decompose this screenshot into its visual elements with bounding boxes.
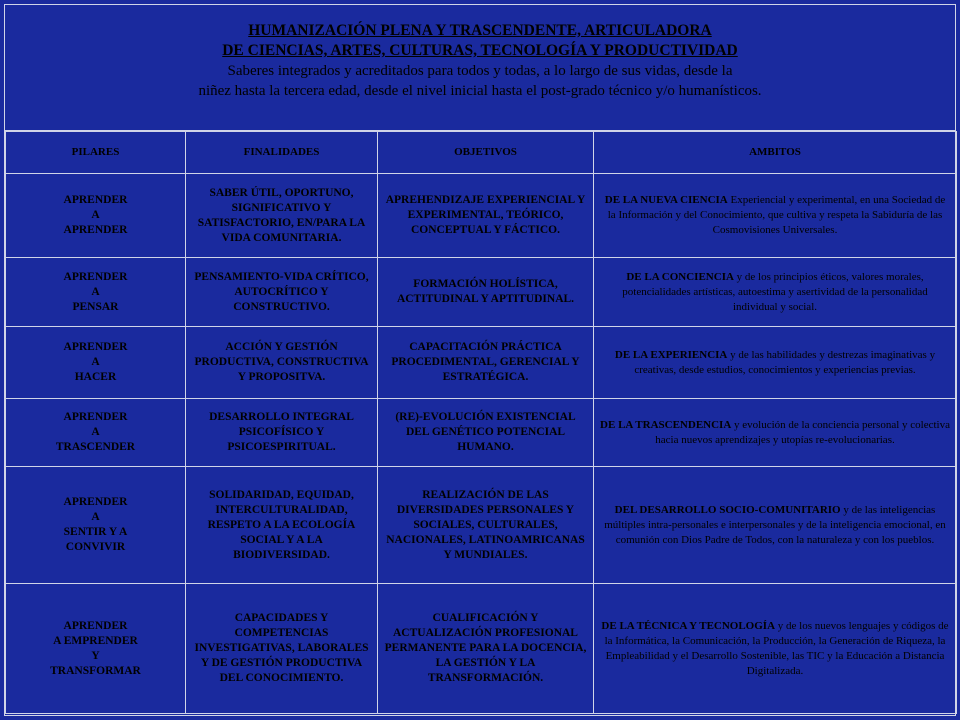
objetivo-cell: CAPACITACIÓN PRÁCTICA PROCEDIMENTAL, GERENCIAL Y ESTRATÉGICA. xyxy=(378,327,594,399)
title-line-2: DE CIENCIAS, ARTES, CULTURAS, TECNOLOGÍA Y PRODUCTIVIDAD xyxy=(222,42,738,59)
ambito-lead: DE LA EXPERIENCIA xyxy=(614,348,728,361)
ambito-cell xyxy=(594,399,957,467)
column-header-objetivos: OBJETIVOS xyxy=(378,132,594,174)
table-row xyxy=(6,174,957,258)
ambito-cell xyxy=(594,258,957,327)
finalidad-cell: PENSAMIENTO-VIDA CRÍTICO, AUTOCRÍTICO Y CONSTRUCTIVO. xyxy=(186,258,378,327)
ambito-cell xyxy=(594,327,957,399)
table-row xyxy=(6,258,957,327)
objetivo-cell: APREHENDIZAJE EXPERIENCIAL Y EXPERIMENTAL, TEÓRICO, CONCEPTUAL Y FÁCTICO. xyxy=(378,174,594,258)
table-row xyxy=(6,399,957,467)
ambito-text: y de las habilidades y destrezas imaginativas y creativas, desde estudios, conocimientos y experiencias previas. xyxy=(634,348,936,376)
header-block xyxy=(5,5,955,131)
table-row xyxy=(6,467,957,584)
ambito-lead: DE LA TRASCENDENCIA xyxy=(600,418,732,431)
ambito-lead: DE LA TÉCNICA Y TECNOLOGÍA xyxy=(601,619,776,632)
ambito-cell xyxy=(594,584,957,714)
objetivo-cell: FORMACIÓN HOLÍSTICA, ACTITUDINAL Y APTITUDINAL. xyxy=(378,258,594,327)
table-row xyxy=(6,584,957,714)
pilar-cell: APRENDER A HACER xyxy=(6,327,186,399)
objetivo-cell: REALIZACIÓN DE LAS DIVERSIDADES PERSONALES Y SOCIALES, CULTURALES, NACIONALES, LATINOAMRICANAS Y MUNDIALES. xyxy=(378,467,594,584)
ambito-lead: DE LA NUEVA CIENCIA xyxy=(604,194,728,206)
finalidad-cell: ACCIÓN Y GESTIÓN PRODUCTIVA, CONSTRUCTIVA Y PROPOSITVA. xyxy=(186,327,378,399)
ambito-lead: DEL DESARROLLO SOCIO-COMUNITARIO xyxy=(614,503,841,516)
pilar-cell: APRENDER A PENSAR xyxy=(6,258,186,327)
objetivo-cell: CUALIFICACIÓN Y ACTUALIZACIÓN PROFESIONAL PERMANENTE PARA LA DOCENCIA, LA GESTIÓN Y LA TRANSFORMACIÓN. xyxy=(378,584,594,714)
finalidad-cell: CAPACIDADES Y COMPETENCIAS INVESTIGATIVAS, LABORALES Y DE GESTIÓN PRODUCTIVA DEL CONOCIMIENTO. xyxy=(186,584,378,714)
finalidad-cell: SABER ÚTIL, OPORTUNO, SIGNIFICATIVO Y SATISFACTORIO, EN/PARA LA VIDA COMUNITARIA. xyxy=(186,174,378,258)
pilar-cell: APRENDER A APRENDER xyxy=(6,174,186,258)
ambito-text: y evolución de la conciencia personal y colectiva hacia nuevos aprendizajes y utopías re-evolucionarias. xyxy=(655,418,950,446)
table-row xyxy=(6,327,957,399)
ambito-text: Experiencial y experimental, en una Sociedad de la Información y del Conocimiento, que cultiva y respeta la Sabiduría de las Cosmovisiones Universales. xyxy=(607,194,946,236)
ambito-cell xyxy=(594,467,957,584)
pilar-cell: APRENDER A TRASCENDER xyxy=(6,399,186,467)
column-header-finalidades: FINALIDADES xyxy=(186,132,378,174)
pillars-table xyxy=(5,131,957,714)
ambito-cell xyxy=(594,174,957,258)
column-header-pilares: PILARES xyxy=(6,132,186,174)
ambito-text: y de las inteligencias múltiples intra-personales e interpersonales y de la inteligencia emocional, en comunión con Dios Padre de Todos, con la naturaleza y con los pueblos. xyxy=(604,503,946,546)
subtitle-line-1: Saberes integrados y acreditados para todos y todas, a lo largo de sus vidas, desde la xyxy=(227,63,733,79)
ambito-text: y de los principios éticos, valores morales, potencialidades artísticas, autoestima y asertividad de la personalidad individual y social. xyxy=(622,270,928,313)
pilar-cell: APRENDER A EMPRENDER Y TRANSFORMAR xyxy=(6,584,186,714)
ambito-text: y de los nuevos lenguajes y códigos de la Informática, la Comunicación, la Producción, la Generación de Riqueza, la Empleabilidad y el Desarrollo Sostenible, las TIC y la Educación a Distancia Digitalizada. xyxy=(604,619,949,677)
column-header-ambitos: AMBITOS xyxy=(594,132,957,174)
finalidad-cell: SOLIDARIDAD, EQUIDAD, INTERCULTURALIDAD, RESPETO A LA ECOLOGÍA SOCIAL Y A LA BIODIVERSIDAD. xyxy=(186,467,378,584)
ambito-lead: DE LA CONCIENCIA xyxy=(626,270,734,283)
subtitle-line-2: niñez hasta la tercera edad, desde el nivel inicial hasta el post-grado técnico y/o humanísticos. xyxy=(198,83,762,99)
objetivo-cell: (RE)-EVOLUCIÓN EXISTENCIAL DEL GENÉTICO POTENCIAL HUMANO. xyxy=(378,399,594,467)
title-line-1: HUMANIZACIÓN PLENA Y TRASCENDENTE, ARTICULADORA xyxy=(248,22,712,39)
pilar-cell: APRENDER A SENTIR Y A CONVIVIR xyxy=(6,467,186,584)
table-header-row xyxy=(6,132,957,174)
finalidad-cell: DESARROLLO INTEGRAL PSICOFÍSICO Y PSICOESPIRITUAL. xyxy=(186,399,378,467)
document-frame xyxy=(4,4,956,716)
